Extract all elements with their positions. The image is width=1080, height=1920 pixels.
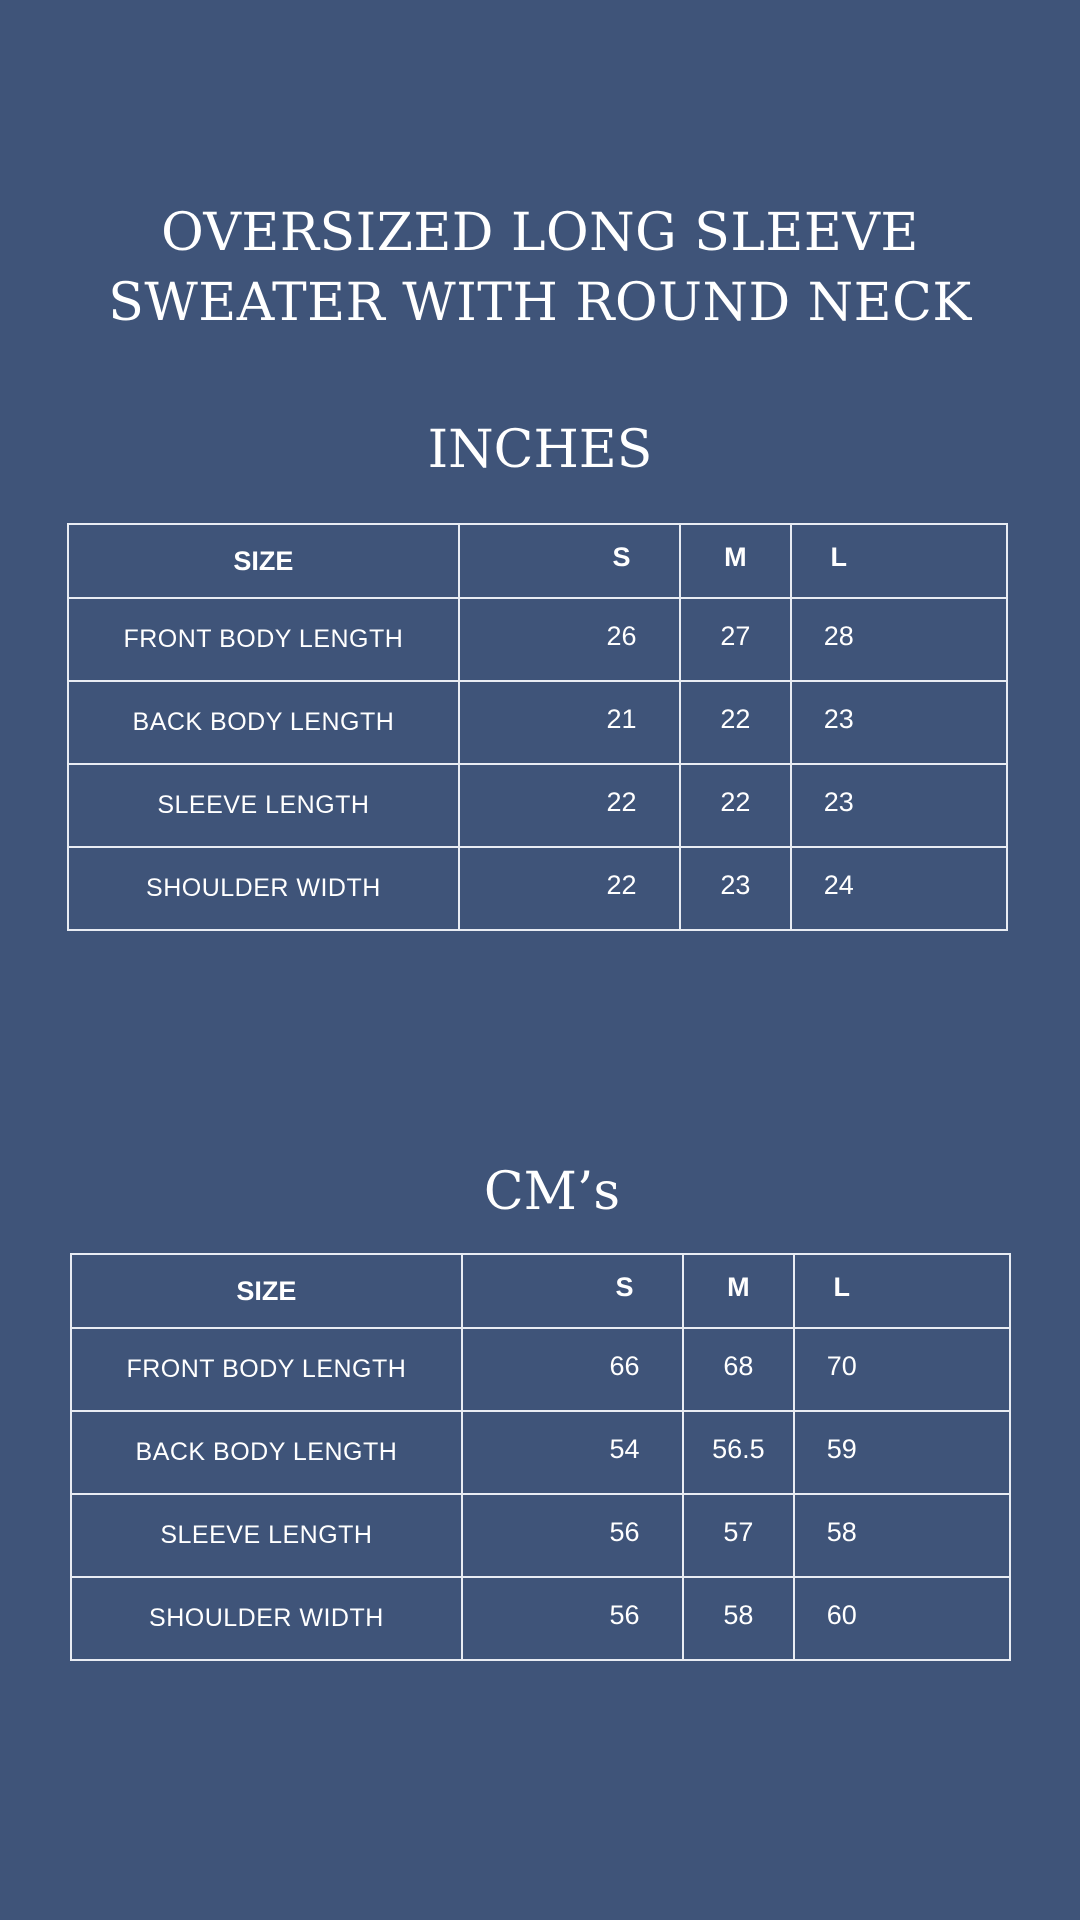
value-s: 22 [606, 787, 637, 817]
cell-s [459, 598, 680, 681]
header-size [71, 1254, 462, 1328]
row-label: SLEEVE LENGTH [68, 764, 459, 847]
page-title [0, 198, 1080, 338]
header-m [680, 524, 790, 598]
header-m-label: M [727, 1271, 750, 1302]
header-s-label: S [615, 1271, 634, 1302]
cell-m [680, 681, 790, 764]
cell-m [683, 1494, 793, 1577]
header-l-label: L [830, 541, 848, 572]
cell-m [683, 1577, 793, 1660]
table-header-row [71, 1254, 1010, 1328]
value-m: 27 [720, 621, 751, 651]
value-s: 66 [609, 1351, 640, 1381]
header-l [794, 1254, 1010, 1328]
header-s [462, 1254, 683, 1328]
header-m-label: M [724, 541, 747, 572]
cell-s [462, 1328, 683, 1411]
row-label: BACK BODY LENGTH [68, 681, 459, 764]
table-row [68, 681, 1007, 764]
cell-s [459, 847, 680, 930]
cell-l [794, 1411, 1010, 1494]
header-l-label: L [833, 1271, 851, 1302]
value-s: 22 [606, 870, 637, 900]
value-m: 22 [720, 787, 751, 817]
header-s-label: S [612, 541, 631, 572]
table-row [71, 1494, 1010, 1577]
cell-l [791, 847, 1007, 930]
value-s: 21 [606, 704, 637, 734]
cell-l [791, 764, 1007, 847]
table-header-row [68, 524, 1007, 598]
value-s: 56 [609, 1600, 640, 1630]
cell-s [462, 1494, 683, 1577]
row-label: FRONT BODY LENGTH [68, 598, 459, 681]
header-size [68, 524, 459, 598]
value-m: 56.5 [712, 1434, 765, 1464]
value-s: 54 [609, 1434, 640, 1464]
value-l: 23 [823, 704, 854, 734]
header-size-label: SIZE [236, 1275, 297, 1306]
table-row [71, 1328, 1010, 1411]
value-m: 57 [723, 1517, 754, 1547]
value-l: 58 [826, 1517, 857, 1547]
header-size-label: SIZE [233, 545, 294, 576]
cell-s [462, 1577, 683, 1660]
cms-heading: CM’s [483, 1162, 621, 1222]
value-s: 26 [606, 621, 637, 651]
cell-m [680, 764, 790, 847]
title-line-2: SWEATER WITH ROUND NECK [108, 273, 972, 333]
value-l: 60 [826, 1600, 857, 1630]
value-m: 58 [723, 1600, 754, 1630]
inches-size-table [67, 523, 1008, 931]
table-row [71, 1411, 1010, 1494]
cell-l [794, 1494, 1010, 1577]
cell-s [459, 681, 680, 764]
cell-m [683, 1328, 793, 1411]
value-l: 28 [823, 621, 854, 651]
value-l: 23 [823, 787, 854, 817]
title-line-1: OVERSIZED LONG SLEEVE [161, 203, 919, 263]
cell-l [794, 1577, 1010, 1660]
value-l: 24 [823, 870, 854, 900]
value-s: 56 [609, 1517, 640, 1547]
table-row [71, 1577, 1010, 1660]
value-m: 22 [720, 704, 751, 734]
value-l: 70 [826, 1351, 857, 1381]
cell-l [791, 681, 1007, 764]
table-row [68, 764, 1007, 847]
header-l [791, 524, 1007, 598]
table-row [68, 598, 1007, 681]
row-label: SHOULDER WIDTH [71, 1577, 462, 1660]
value-m: 23 [720, 870, 751, 900]
header-m [683, 1254, 793, 1328]
row-label: BACK BODY LENGTH [71, 1411, 462, 1494]
cms-size-table [70, 1253, 1011, 1661]
inches-heading: INCHES [427, 420, 653, 480]
table-row [68, 847, 1007, 930]
cell-l [791, 598, 1007, 681]
cell-m [680, 847, 790, 930]
row-label: FRONT BODY LENGTH [71, 1328, 462, 1411]
cell-s [462, 1411, 683, 1494]
cell-m [680, 598, 790, 681]
row-label: SHOULDER WIDTH [68, 847, 459, 930]
cell-s [459, 764, 680, 847]
cell-l [794, 1328, 1010, 1411]
cell-m [683, 1411, 793, 1494]
value-l: 59 [826, 1434, 857, 1464]
row-label: SLEEVE LENGTH [71, 1494, 462, 1577]
header-s [459, 524, 680, 598]
value-m: 68 [723, 1351, 754, 1381]
